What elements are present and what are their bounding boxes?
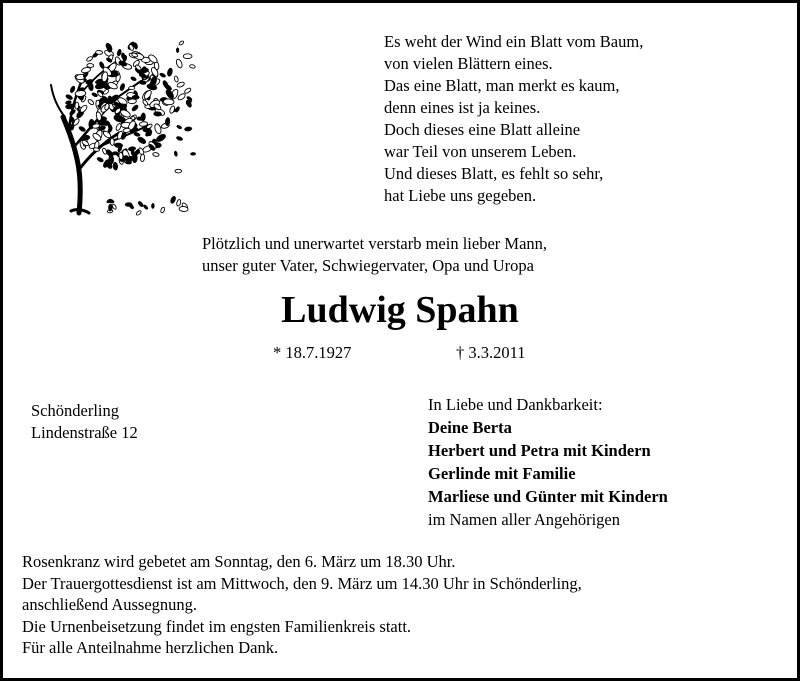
poem-line: war Teil von unserem Leben.	[384, 142, 577, 161]
service-line: Die Urnenbeisetzung findet im engsten Familienkreis statt.	[22, 616, 412, 636]
mourner-name: Deine Berta	[428, 418, 512, 437]
poem-line: hat Liebe uns gegeben.	[384, 186, 537, 205]
mourner-name: Herbert und Petra mit Kindern	[428, 441, 651, 460]
death-date: † 3.3.2011	[456, 343, 526, 362]
poem-line: denn eines ist ja keines.	[384, 98, 541, 117]
service-line: Für alle Anteilnahme herzlichen Dank.	[22, 638, 279, 657]
address-line: Lindenstraße 12	[31, 423, 138, 442]
announcement-line: Plötzlich und unerwartet verstarb mein lieber Mann,	[202, 234, 548, 253]
mourners-closing: im Namen aller Angehörigen	[428, 510, 620, 529]
service-details	[22, 551, 582, 659]
mourner-name: Marliese und Günter mit Kindern	[428, 487, 668, 506]
birth-date: * 18.7.1927	[273, 343, 352, 362]
poem-line: von vielen Blättern eines.	[384, 54, 553, 73]
address	[31, 400, 138, 444]
service-line: Der Trauergottesdienst ist am Mittwoch, den 9. März um 14.30 Uhr in Schönderling,	[22, 573, 582, 593]
service-line: anschließend Aussegnung.	[22, 595, 198, 614]
windblown-tree-icon	[41, 21, 201, 221]
mourner-name: Gerlinde mit Familie	[428, 464, 576, 483]
death-announcement	[202, 233, 547, 277]
mourners-intro: In Liebe und Dankbarkeit:	[428, 395, 603, 414]
mourners-list	[428, 393, 668, 531]
poem-line: Es weht der Wind ein Blatt vom Baum,	[384, 32, 644, 51]
poem	[384, 31, 643, 207]
deceased-name: Ludwig Spahn	[281, 289, 519, 331]
announcement-line: unser guter Vater, Schwiegervater, Opa und Uropa	[202, 256, 534, 275]
address-line: Schönderling	[31, 401, 119, 420]
service-line: Rosenkranz wird gebetet am Sonntag, den 6. März um 18.30 Uhr.	[22, 552, 456, 571]
poem-line: Das eine Blatt, man merkt es kaum,	[384, 76, 620, 95]
poem-line: Und dieses Blatt, es fehlt so sehr,	[384, 164, 604, 183]
poem-line: Doch dieses eine Blatt alleine	[384, 120, 581, 139]
